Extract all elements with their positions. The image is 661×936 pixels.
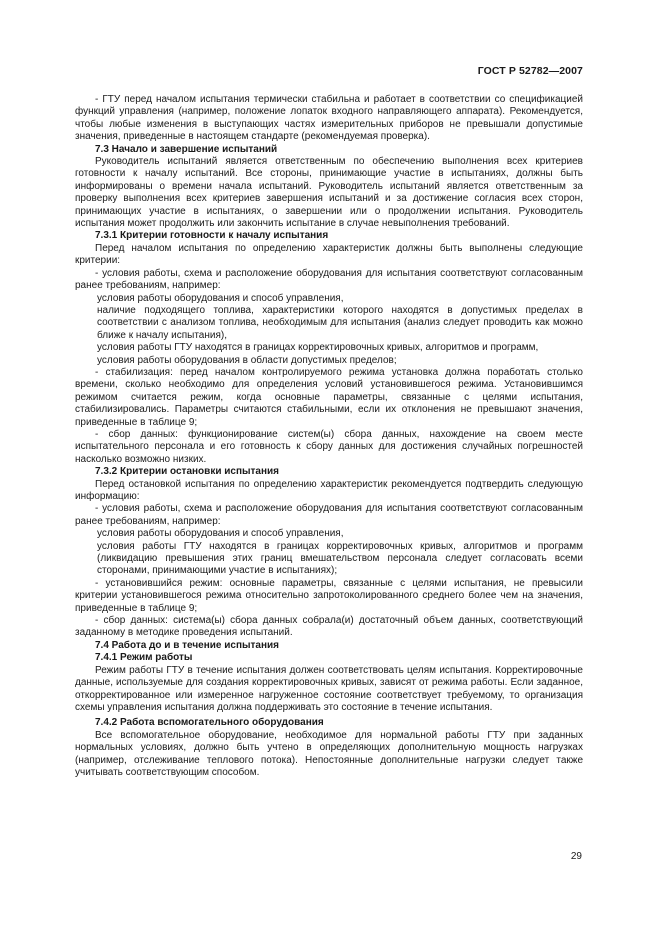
paragraph: - ГТУ перед началом испытания термически стабильна и работает в соответствии со спецификацией функций управления (например, положение лопаток входного направляющего аппарата). Рекомендуется, чтобы любые изменения в выступающих частях измерительных приборов не превышали допустимые значения, приведенные в настоящем стандарте (рекомендуемая проверка). bbox=[75, 94, 583, 143]
section-heading-7-3-2: 7.3.2 Критерии остановки испытания bbox=[95, 466, 280, 478]
sub-list-item: условия работы оборудования и способ управления, bbox=[97, 292, 344, 304]
section-heading-7-4-1: 7.4.1 Режим работы bbox=[95, 652, 193, 664]
list-item: - условия работы, схема и расположение оборудования для испытания соответствуют согласованным ранее требованиям, например: bbox=[75, 267, 583, 292]
paragraph: Перед остановкой испытания по определению характеристик рекомендуется подтвердить следующую информацию: bbox=[75, 478, 583, 502]
list-item: - установившийся режим: основные параметры, связанные с целями испытания, не превысили критерии установившегося режима относительно запротоколированного среднего более чем на значения, приведенные в таблице 9; bbox=[75, 577, 583, 614]
page-number: 29 bbox=[570, 851, 582, 862]
section-heading-7-4: 7.4 Работа до и в течение испытания bbox=[95, 639, 280, 651]
list-item: - стабилизация: перед началом контролируемого режима установка должна поработать столько времени, сколько необходимо для определения условий установившегося режима. Установившимся режимом считается режим, когда основные параметры, связанные с целями испытания, стабилизировались. Параметры считаются стабильными, если их отклонения не превышают значения, приведенные в таблице 9; bbox=[75, 366, 583, 428]
section-heading-7-3-1: 7.3.1 Критерии готовности к началу испытания bbox=[95, 230, 329, 242]
sub-list-item: наличие подходящего топлива, характеристики которого находятся в допустимых пределах в соответствии с анализом топлива, необходимым для испытания (анализ следует проводить как можно ближе к началу испытания), bbox=[97, 304, 583, 341]
paragraph: Руководитель испытаний является ответственным по обеспечению выполнения всех критериев готовности к началу испытаний. Все стороны, принимающие участие в испытаниях, должны быть информированы о времени начала испытаний. Руководитель испытаний является ответственным за проверку выполнения всех критериев завершения испытаний и за достижение согласия всех сторон, принимающих участие в испытаниях, о завершении или о продолжении испытания. Руководитель испытания может продолжить или закончить испытание в случае невыполнения требований. bbox=[75, 156, 583, 230]
sub-list-item: условия работы оборудования в области допустимых пределов; bbox=[97, 354, 397, 366]
section-heading-7-4-2: 7.4.2 Работа вспомогательного оборудования bbox=[95, 717, 324, 729]
sub-list-item: условия работы ГТУ находятся в границах корректировочных кривых, алгоритмов и программ (ликвидацию превышения этих границ вмешательством персонала следует согласовать всеми сторонами, принимающими участие в испытаниях); bbox=[97, 540, 583, 577]
list-item: - условия работы, схема и расположение оборудования для испытания соответствуют согласованным ранее требованиям, например: bbox=[75, 503, 583, 527]
document-body bbox=[75, 94, 583, 779]
paragraph: Все вспомогательное оборудование, необходимое для нормальной работы ГТУ при заданных нормальных условиях, должно быть учтено в определяющих дополнительную мощность нагрузках (например, отслеживание теплового потока). Непостоянные дополнительные нагрузки следует также учитывать соответствующим способом. bbox=[75, 729, 583, 778]
sub-list-item: условия работы оборудования и способ управления, bbox=[97, 528, 344, 540]
document-code: ГОСТ Р 52782—2007 bbox=[477, 65, 583, 77]
list-item: - сбор данных: система(ы) сбора данных собрала(и) достаточный объем данных, соответствующий заданному в методике проведения испытаний. bbox=[75, 615, 583, 639]
list-item: - сбор данных: функционирование систем(ы) сбора данных, нахождение на своем месте испытательного персонала и его готовность к сбору данных для достижения случайных погрешностей насколько возможно низких. bbox=[75, 428, 583, 465]
paragraph: Перед началом испытания по определению характеристик должны быть выполнены следующие критерии: bbox=[75, 242, 583, 267]
section-heading-7-3: 7.3 Начало и завершение испытаний bbox=[95, 143, 278, 155]
paragraph: Режим работы ГТУ в течение испытания должен соответствовать целям испытания. Корректировочные данные, используемые для создания корректировочных кривых, зависят от режима работы. Если заданное, откорректированное или измеренное нагруженное состояние соответствует требуемому, то организация схемы управления испытания должна поддерживать это состояние в течение испытания. bbox=[75, 664, 583, 713]
sub-list-item: условия работы ГТУ находятся в границах корректировочных кривых, алгоритмов и программ, bbox=[97, 342, 539, 354]
